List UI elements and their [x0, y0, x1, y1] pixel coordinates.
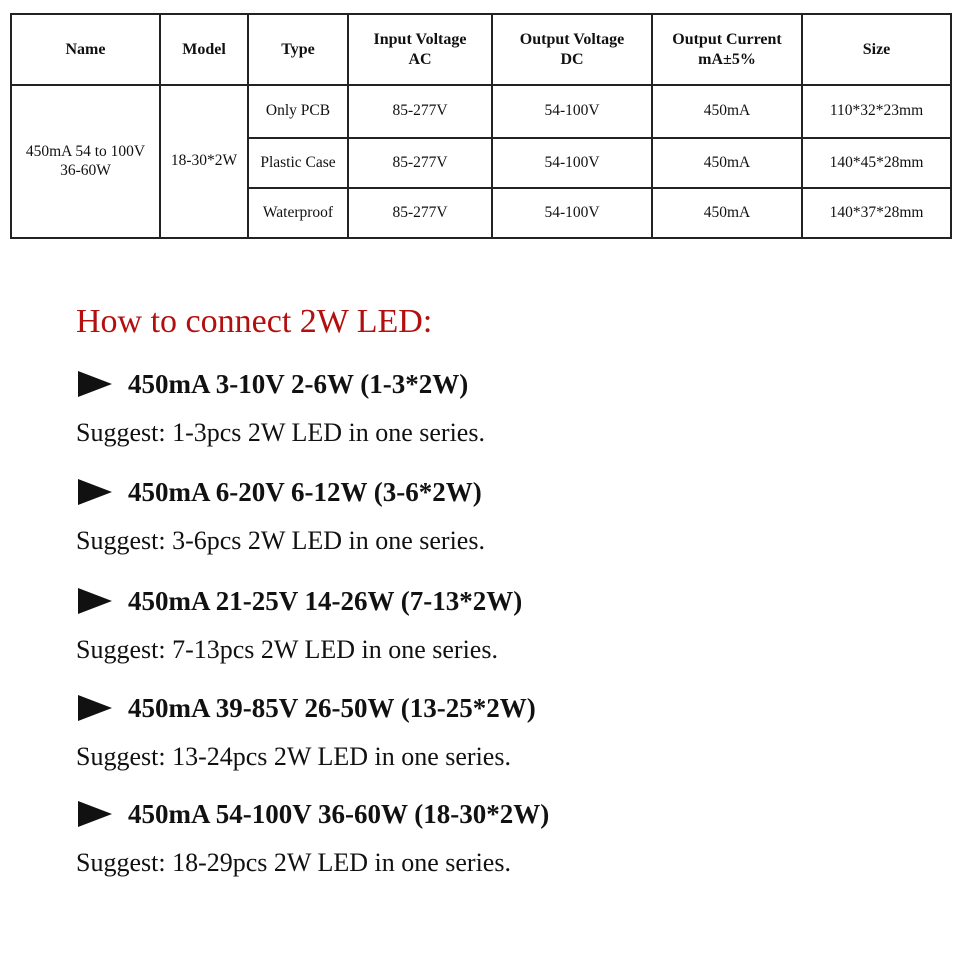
cell-output-current: 450mA [652, 138, 802, 188]
header-output-current [652, 14, 802, 85]
config-heading-text: 450mA 21-25V 14-26W (7-13*2W) [128, 585, 523, 616]
cell-type: Plastic Case [248, 138, 348, 188]
header-output-current-line2: mA±5% [698, 50, 756, 68]
config-heading-text: 450mA 54-100V 36-60W (18-30*2W) [128, 798, 550, 829]
cell-output-current: 450mA [652, 188, 802, 238]
config-heading-text: 450mA 3-10V 2-6W (1-3*2W) [128, 368, 469, 399]
cell-type: Only PCB [248, 85, 348, 138]
config-note: Suggest: 7-13pcs 2W LED in one series. [76, 635, 498, 664]
config-heading-text: 450mA 39-85V 26-50W (13-25*2W) [128, 692, 536, 723]
header-input-voltage [348, 14, 492, 85]
config-note: Suggest: 13-24pcs 2W LED in one series. [76, 742, 511, 771]
cell-input-voltage: 85-277V [348, 188, 492, 238]
header-output-voltage [492, 14, 652, 85]
header-name: Name [11, 14, 160, 85]
config-note: Suggest: 1-3pcs 2W LED in one series. [76, 418, 485, 447]
play-arrow-icon [78, 479, 112, 505]
cell-name [11, 85, 160, 238]
config-heading-text: 450mA 6-20V 6-12W (3-6*2W) [128, 476, 482, 507]
cell-name-line1: 450mA 54 to 100V [25, 142, 146, 160]
cell-output-voltage: 54-100V [492, 85, 652, 138]
header-input-voltage-line1: Input Voltage [373, 31, 467, 49]
header-input-voltage-line2: AC [408, 50, 432, 68]
config-item [76, 475, 936, 558]
config-heading [76, 797, 936, 831]
howto-title: How to connect 2W LED: [76, 303, 433, 340]
config-item [76, 797, 936, 880]
config-item [76, 367, 936, 450]
header-size: Size [802, 14, 951, 85]
config-heading [76, 367, 936, 401]
play-arrow-icon [78, 588, 112, 614]
cell-input-voltage: 85-277V [348, 85, 492, 138]
play-arrow-icon [78, 371, 112, 397]
config-note: Suggest: 3-6pcs 2W LED in one series. [76, 526, 485, 555]
config-heading [76, 475, 936, 509]
cell-output-voltage: 54-100V [492, 138, 652, 188]
cell-size: 140*45*28mm [802, 138, 951, 188]
config-item [76, 691, 936, 774]
header-output-current-line1: Output Current [672, 31, 782, 49]
cell-type: Waterproof [248, 188, 348, 238]
config-heading [76, 691, 936, 725]
play-arrow-icon [78, 801, 112, 827]
header-model: Model [160, 14, 248, 85]
table-row [11, 85, 951, 138]
cell-size: 140*37*28mm [802, 188, 951, 238]
config-item [76, 584, 936, 667]
header-type: Type [248, 14, 348, 85]
header-output-voltage-line2: DC [560, 50, 584, 68]
table-header-row [11, 14, 951, 85]
config-heading [76, 584, 936, 618]
header-output-voltage-line1: Output Voltage [519, 31, 625, 49]
cell-output-current: 450mA [652, 85, 802, 138]
cell-output-voltage: 54-100V [492, 188, 652, 238]
spec-table [10, 13, 952, 239]
config-note: Suggest: 18-29pcs 2W LED in one series. [76, 848, 511, 877]
cell-input-voltage: 85-277V [348, 138, 492, 188]
cell-size: 110*32*23mm [802, 85, 951, 138]
cell-name-line2: 36-60W [60, 161, 111, 179]
cell-model: 18-30*2W [160, 85, 248, 238]
play-arrow-icon [78, 695, 112, 721]
